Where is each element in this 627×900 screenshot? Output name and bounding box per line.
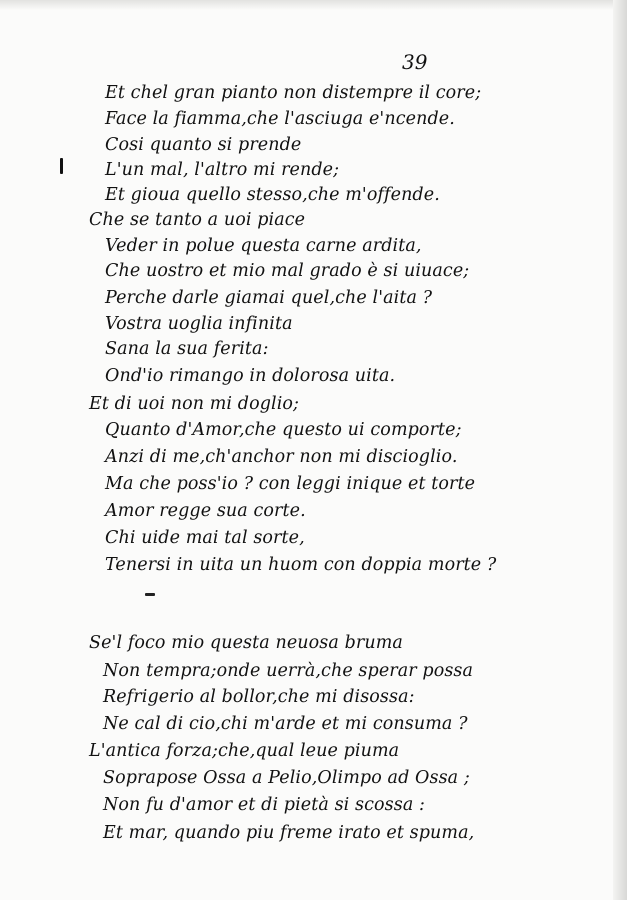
verse-line: Refrigerio al bollor,che mi disossa: (103, 687, 415, 707)
verse-line: Anzi di me,ch'anchor non mi discioglio. (105, 447, 458, 467)
verse-line: Et chel gran pianto non distempre il core; (105, 83, 482, 103)
verse-line: Sana la sua ferita: (105, 339, 269, 359)
verse-line: Quanto d'Amor,che questo ui comporte; (105, 420, 462, 440)
margin-mark (60, 158, 63, 174)
page-number: 39 (402, 50, 428, 74)
verse-line: Tenersi in uita un huom con doppia morte ? (105, 555, 497, 575)
verse-line: Chi uide mai tal sorte, (105, 528, 305, 548)
separator-mark (145, 593, 155, 596)
verse-line: Cosi quanto si prende (105, 135, 302, 155)
verse-line: Et mar, quando piu freme irato et spuma, (103, 823, 475, 843)
page-top-shadow (0, 0, 627, 10)
verse-line: Non fu d'amor et di pietà si scossa : (103, 795, 426, 815)
verse-line: Ond'io rimango in dolorosa uita. (105, 366, 396, 386)
verse-line: Face la fiamma,che l'asciuga e'ncende. (105, 109, 455, 129)
verse-line: Soprapose Ossa a Pelio,Olimpo ad Ossa ; (103, 768, 470, 788)
verse-line: L'antica forza;che,qual leue piuma (89, 741, 400, 761)
verse-line: Ne cal di cio,chi m'arde et mi consuma ? (103, 714, 468, 734)
verse-line: Et gioua quello stesso,che m'offende. (105, 185, 440, 205)
verse-line: Non tempra;onde uerrà,che sperar possa (103, 661, 474, 681)
verse-line: Perche darle giamai quel,che l'aita ? (105, 288, 433, 308)
verse-line: Amor regge sua corte. (105, 501, 306, 521)
verse-line: Et di uoi non mi doglio; (89, 394, 300, 414)
verse-line: Veder in polue questa carne ardita, (105, 236, 422, 256)
verse-line: Che se tanto a uoi piace (89, 210, 306, 230)
verse-line: Ma che poss'io ? con leggi inique et torte (105, 474, 476, 494)
page-edge-shadow (613, 0, 627, 900)
verse-line: Che uostro et mio mal grado è si uiuace; (105, 261, 470, 281)
verse-line: L'un mal, l'altro mi rende; (105, 160, 340, 180)
verse-line: Vostra uoglia infinita (105, 314, 293, 334)
verse-line: Se'l foco mio questa neuosa bruma (89, 633, 403, 653)
